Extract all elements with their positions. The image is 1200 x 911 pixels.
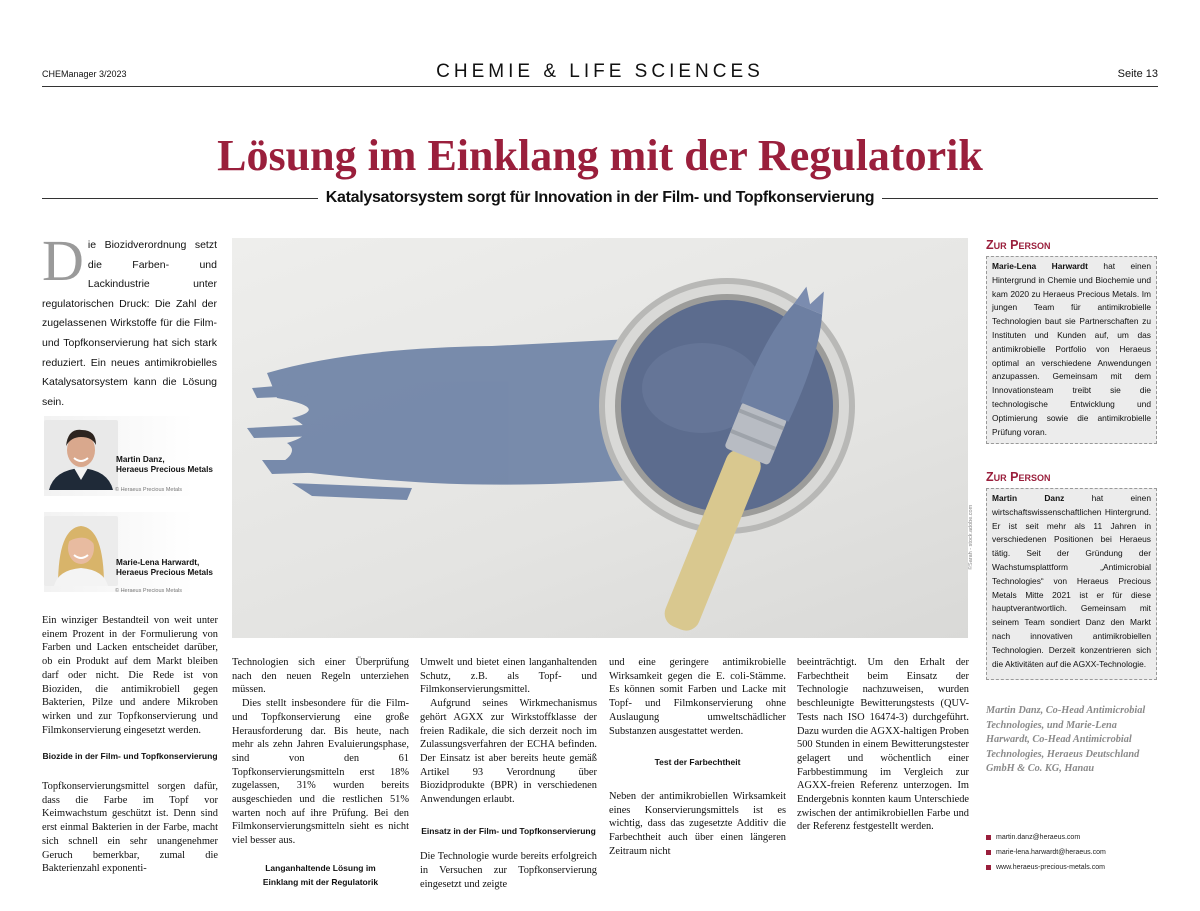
zur-person-text-2: hat einen wirtschaftswissenschaftlichen Hintergrund. Er ist seit mehr als 11 Jahren in verschiedenen Positionen bei Heraeus tätig. Seit der Gründung der Wachstumsplattform „Antimicrobial Technologies“ von Heraeus Precious Metals Mitte 2021 ist er für diese hauptverantwortlich. Gemeinsam mit seinem Team sondiert Danz den Markt nach innovativen antimikrobiellen Technologien. Derzeit konzentrieren sich die Aktivitäten auf die AGXX-Technologie. xyxy=(992,493,1151,669)
paint-can-photo xyxy=(232,238,968,638)
zur-person-title-1: Zur Person xyxy=(986,238,1051,252)
drop-cap: D xyxy=(42,228,84,293)
article-subtitle-wrap xyxy=(0,189,1200,207)
column-5 xyxy=(797,656,969,834)
zur-person-name-1: Marie-Lena Harwardt xyxy=(992,261,1088,271)
col1-paragraph-2: Topfkonservierungsmittel sorgen dafür, dass die Farbe im Topf vor Keimwachstum geschützt ist. Denn sind erst einmal Bakterien in der Farbe, macht sich schnell ein sehr unangenehmer Geruch bemerkbar, zumal die Bakterienzahl exponenti- xyxy=(42,781,218,875)
column-3 xyxy=(420,656,597,892)
contact-email-harwardt[interactable]: marie-lena.harwardt@heraeus.com xyxy=(986,849,1106,856)
lead-text: ie Biozidverordnung setzt die Farben- und Lackindustrie unter regulatorischen Druck: Die Zahl der zugelassenen Wirkstoffe für die Film- und Topfkonservierung hat sich stark reduziert. Ein neues antimikrobielles Katalysatorsystem kann die Lösung sein. xyxy=(42,239,217,408)
contact-email-danz[interactable]: martin.danz@heraeus.com xyxy=(986,834,1080,841)
article-subtitle: Katalysatorsystem sorgt für Innovation in der Film- und Topfkonservierung xyxy=(318,189,883,206)
col2-paragraph-1: Technologien sich einer Überprüfung nach den neuen Regeln unterziehen müssen. xyxy=(232,657,409,696)
col3-paragraph-1: Umwelt und bietet einen langanhaltenden Schutz, z.B. als Topf- und Filmkonservierungsmittel. xyxy=(420,657,597,696)
zur-person-title-2: Zur Person xyxy=(986,470,1051,484)
column-2 xyxy=(232,656,409,889)
col5-paragraph-1: beeinträchtigt. Um den Erhalt der Farbechtheit beim Einsatz der Technologie nachzuweisen, wurden beschleunigte Bewitterungstests (QUV-Tests nach ISO 16474-3) durchgeführt. Dazu wurden die AGXX-haltigen Proben 500 Stunden in einem Bewitterungstester gelagert und wöchentlich einer Farbbestimmung im Vergleich zur AGXX-freien Referenz unterzogen. Im Endergebnis konnten kaum Unterschiede zwischen der antimikrobiellen Farbe und der Referenz festgestellt werden. xyxy=(797,657,969,833)
bullet-icon xyxy=(986,850,991,855)
portrait-marie-lena-harwardt xyxy=(44,516,118,586)
zur-person-text-1: hat einen Hintergrund in Chemie und Biochemie und kam 2020 zu Heraeus Precious Metals. Im jungen Team für antimikrobielle Technologien baut sie Partnerschaften zu Instituten und Kunden auf, um das antimikrobielle Portfolio von Heraeus optimal an verschiedene Anwendungen anzupassen. Gemeinsam mit dem Innovationsteam treibt sie die technologische Entwicklung und Optimierung sowie die antimikrobielle Prüfung voran. xyxy=(992,261,1151,437)
col4-paragraph-1: und eine geringere antimikrobielle Wirksamkeit gegen die E. coli-Stämme. Es können somit Farben und Lacke mit Topf- und Filmkonservierung ohne Auslaugung umweltschädlicher Substanzen ausgestattet werden. xyxy=(609,657,786,737)
column-1 xyxy=(42,614,218,876)
bullet-icon xyxy=(986,865,991,870)
header-rule xyxy=(42,86,1158,87)
portrait-credit-1: © Heraeus Precious Metals xyxy=(115,487,183,493)
article-title: Lösung im Einklang mit der Regulatorik xyxy=(217,131,983,180)
col3-heading: Einsatz in der Film- und Topfkonservierung xyxy=(421,825,596,836)
page-number: Seite 13 xyxy=(1117,68,1158,80)
contact-website[interactable]: www.heraeus-precious-metals.com xyxy=(986,864,1105,871)
portrait-name-2: Marie-Lena Harwardt, xyxy=(116,558,200,567)
photo-credit: ©Sarah - stock.adobe.com xyxy=(968,504,974,570)
portrait-martin-danz xyxy=(44,420,118,490)
col1-paragraph-1: Ein winziger Bestandteil von weit unter einem Prozent in der Formulierung von Farben und Lacken entscheidet darüber, ob ein Produkt auf dem Markt bleiben darf oder nicht. Die Rede ist von Bioziden, die antimikrobiell gegen Bakterien, Pilze und andere Mikroben wirken und zur Topfkonservierung und Filmkonservierung eingesetzt werden. xyxy=(42,615,218,736)
issue-label: CHEManager 3/2023 xyxy=(42,69,127,79)
zur-person-box-2 xyxy=(986,488,1157,680)
section-title: CHEMIE & LIFE SCIENCES xyxy=(436,61,764,82)
portrait-caption-2 xyxy=(116,558,213,578)
zur-person-name-2: Martin Danz xyxy=(992,493,1065,503)
portrait-caption-1 xyxy=(116,455,213,475)
col1-heading: Biozide in der Film- und Topfkonservierung xyxy=(42,751,218,762)
zur-person-box-1 xyxy=(986,256,1157,444)
author-affiliation: Martin Danz, Co-Head Antimicrobial Technologies, und Marie-Lena Harwardt, Co-Head Antimicrobial Technologies, Heraeus Deutschland GmbH & Co. KG, Hanau xyxy=(986,705,1146,775)
col3-paragraph-3: Die Technologie wurde bereits erfolgreich in Versuchen zur Topfkonservierung eingesetzt und zeigte xyxy=(420,851,597,890)
lead-paragraph xyxy=(42,228,217,412)
column-4 xyxy=(609,656,786,858)
col4-heading: Test der Farbechtheit xyxy=(654,757,741,768)
portrait-org-2: Heraeus Precious Metals xyxy=(116,568,213,577)
portrait-credit-2: © Heraeus Precious Metals xyxy=(115,588,183,594)
portrait-name-1: Martin Danz, xyxy=(116,455,165,464)
col3-paragraph-2: Aufgrund seines Wirkmechanismus gehört AGXX zur Wirkstoffklasse der freien Radikale, die sich derzeit noch im Zulassungsverfahren der ECHA befinden. Der Einsatz ist aber bereits heute gemäß Artikel 93 Verordnung über Biozidprodukte (BPR) in verschiedenen Anwendungen erlaubt. xyxy=(420,698,597,806)
bullet-icon xyxy=(986,835,991,840)
col2-paragraph-2: Dies stellt insbesondere für die Film- und Topfkonservierung eine große Herausforderung dar. Bis heute, nach mehr als zehn Jahren Evaluierungsphase, sind von den 61 Topfkonservierungsmitteln erst 18% zugelassen, 31% wurden bereits ausgeschieden und die restlichen 51% warten noch auf ihre Prüfung. Bei den Filmkonservierungsmitteln sieht es nicht viel besser aus. xyxy=(232,698,409,847)
col2-heading: Langanhaltende Lösung im Einklang mit der Regulatorik xyxy=(262,862,379,887)
portrait-org-1: Heraeus Precious Metals xyxy=(116,465,213,474)
col4-paragraph-2: Neben der antimikrobiellen Wirksamkeit eines Konservierungsmittels ist es wichtig, dass das zugesetzte Additiv die Farbechtheit auch über einen längeren Zeitraum nicht xyxy=(609,790,786,857)
